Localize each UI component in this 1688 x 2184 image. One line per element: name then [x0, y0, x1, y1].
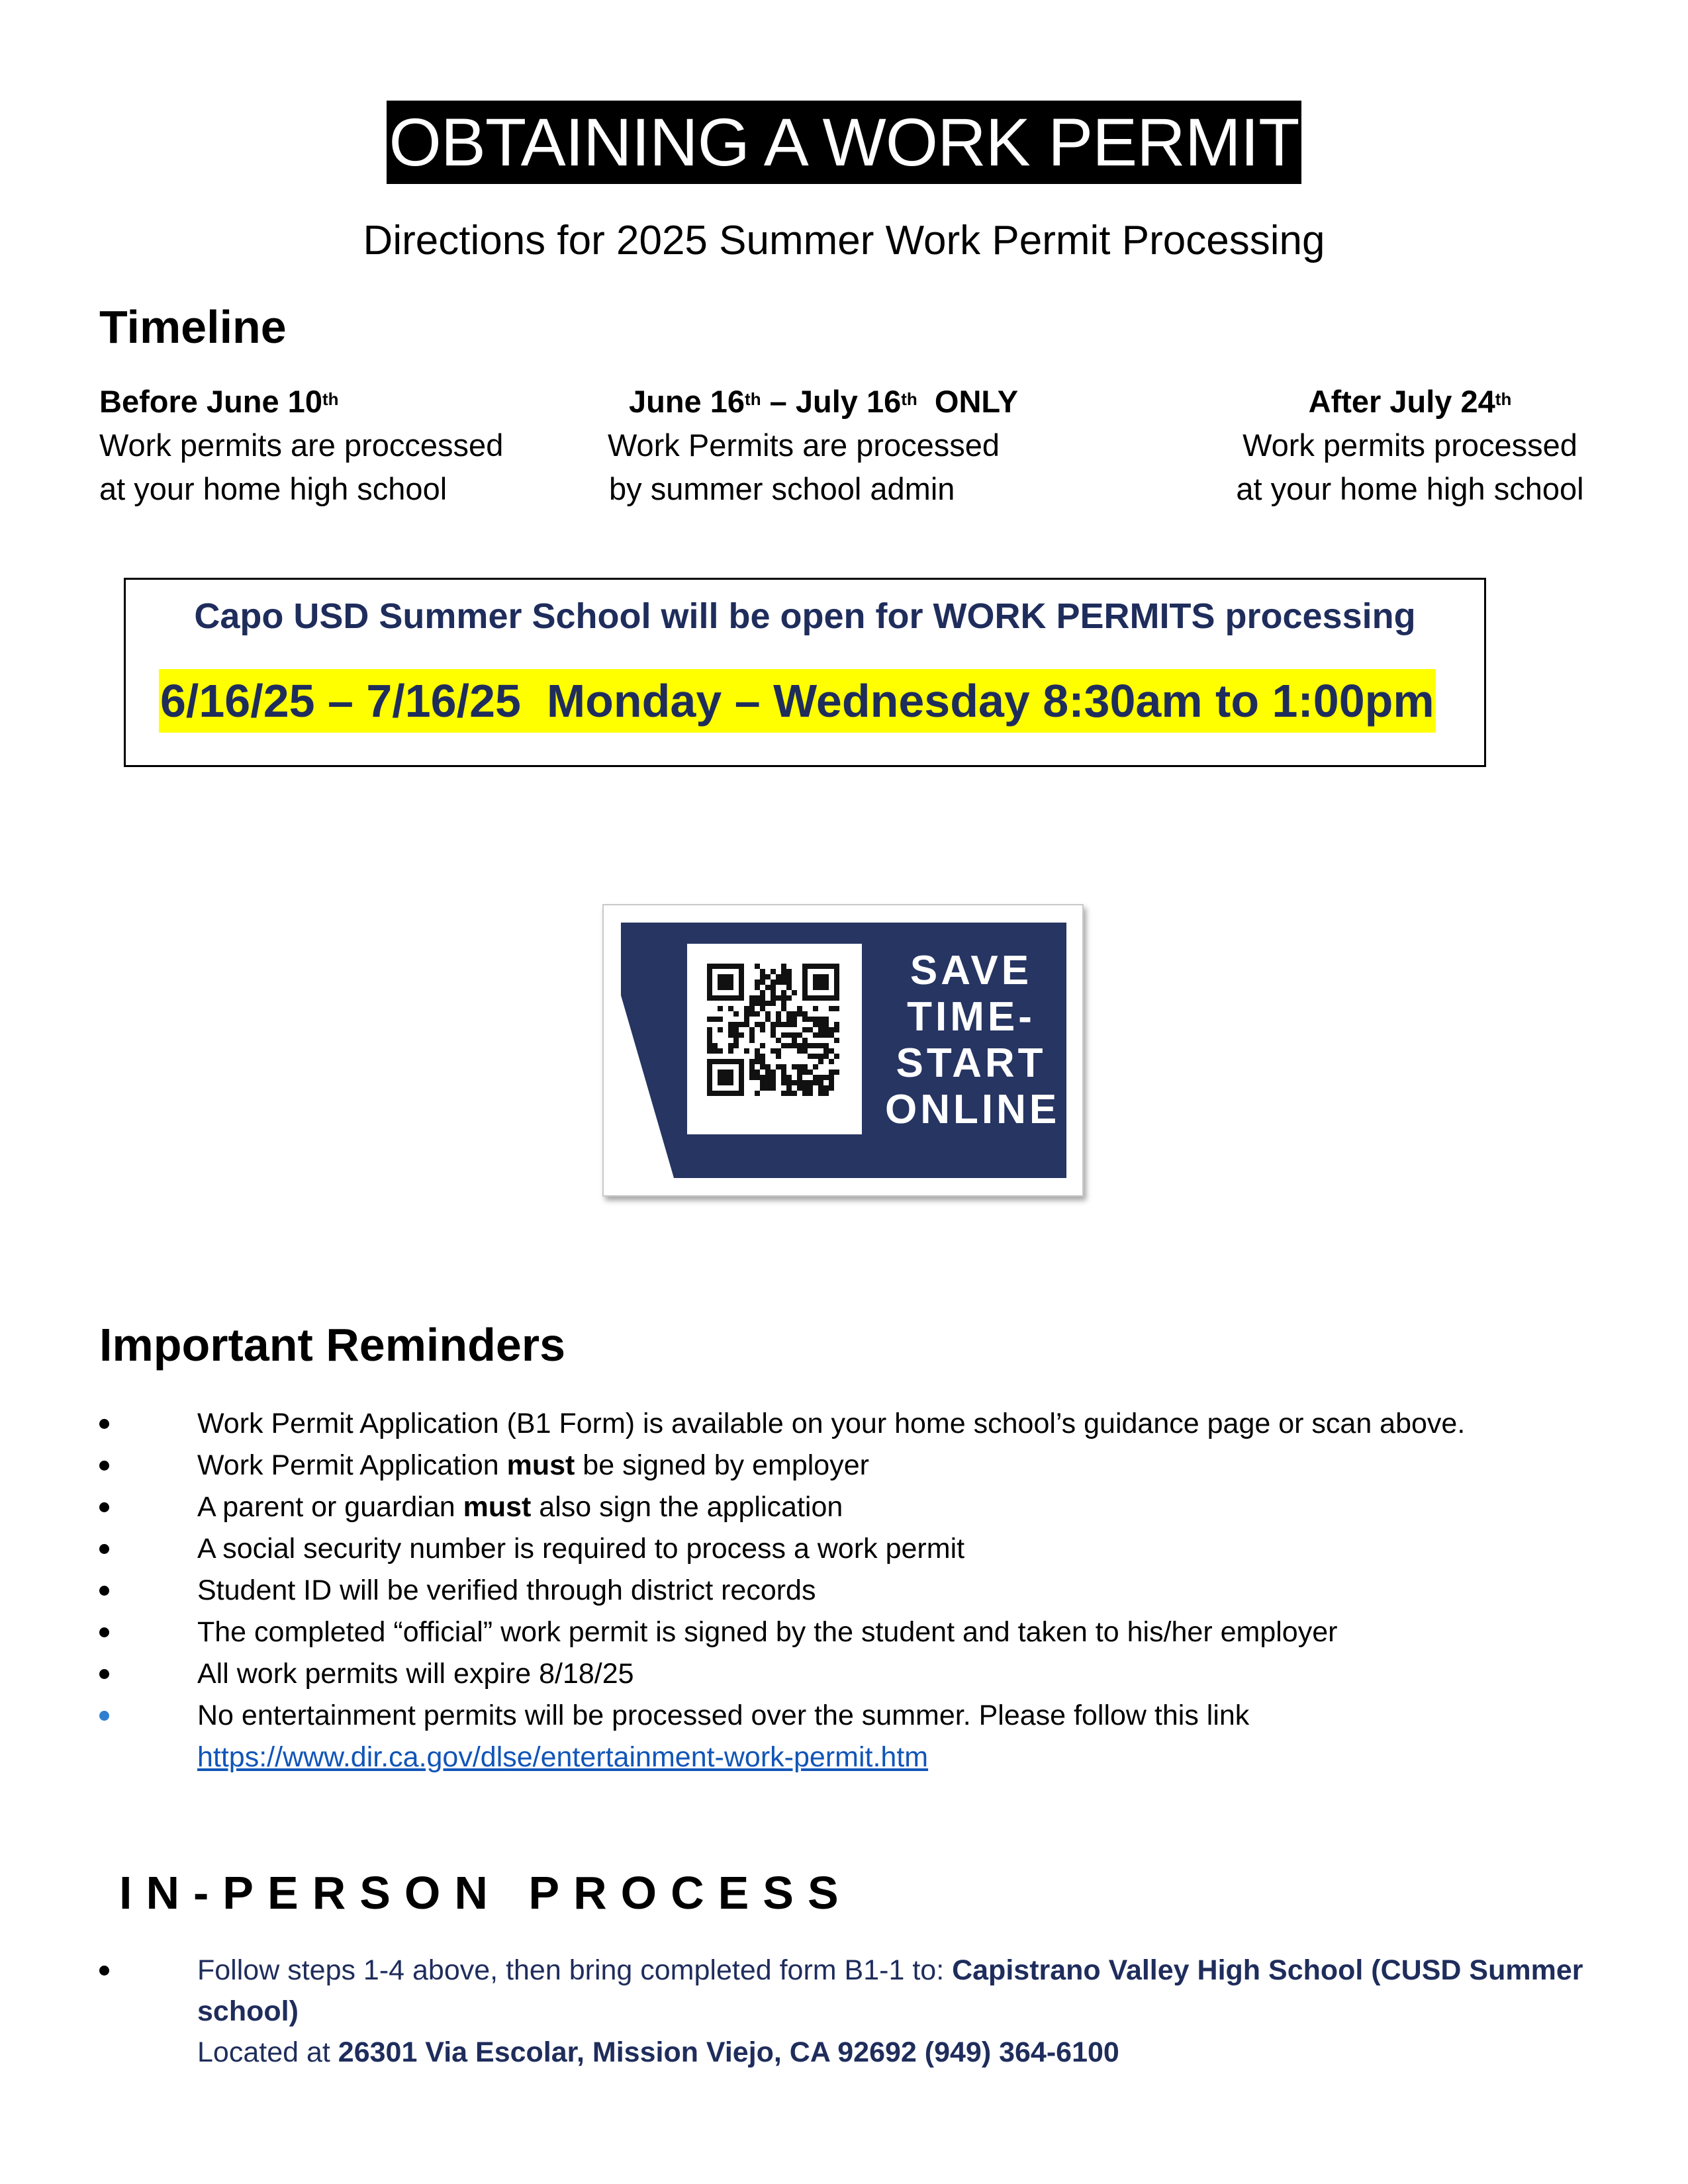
timeline-column-before: [99, 380, 563, 511]
bullet-icon: [99, 1502, 109, 1512]
qr-card-text-line: SAVE: [910, 948, 1033, 993]
list-item: All work permits will expire 8/18/25: [99, 1653, 1642, 1695]
bullet-icon: [99, 1586, 109, 1596]
summer-school-notice-box: [124, 578, 1486, 767]
list-item: Work Permit Application (B1 Form) is available on your home school’s guidance page or scan above.: [99, 1403, 1642, 1445]
qr-code-icon: [687, 944, 862, 1134]
qr-card-text-line: ONLINE: [885, 1087, 1060, 1132]
qr-code-box: [687, 944, 862, 1134]
bullet-icon: [99, 1461, 109, 1471]
bullet-icon: [99, 1627, 109, 1637]
reminders-list: [99, 1403, 1642, 1778]
qr-card-text-line: START: [896, 1040, 1047, 1086]
list-item: The completed “official” work permit is signed by the student and taken to his/her employer: [99, 1612, 1642, 1653]
page-title-wrapper: [0, 101, 1688, 184]
timeline-column-heading: June 16th – July 16th ONLY: [629, 384, 1019, 419]
timeline-column-line: Work Permits are processed: [608, 428, 1000, 463]
timeline-column-summer: [602, 380, 1066, 511]
notice-dates-hours: 6/16/25 – 7/16/25 Monday – Wednesday 8:30am to 1:00pm: [159, 669, 1436, 733]
timeline-column-line: at your home high school: [1236, 471, 1584, 506]
qr-card-text-line: TIME-: [907, 994, 1035, 1040]
list-item: Student ID will be verified through district records: [99, 1570, 1642, 1612]
timeline-column-line: at your home high school: [99, 471, 447, 506]
entertainment-permit-link[interactable]: https://www.dir.ca.gov/dlse/entertainment-work-permit.htm: [197, 1741, 929, 1773]
reminders-heading: Important Reminders: [99, 1319, 565, 1371]
bullet-icon: [99, 1419, 109, 1429]
list-item: Follow steps 1-4 above, then bring completed form B1-1 to: Capistrano Valley High School (CUSD Summer school) Located at 26301 Via Escolar, Mission Viejo, CA 92692 (949) 364-6100: [99, 1950, 1655, 2073]
page-title: OBTAINING A WORK PERMIT: [387, 101, 1302, 184]
bullet-icon: [99, 1669, 109, 1679]
qr-card-text: [885, 948, 1060, 1133]
list-item: A social security number is required to process a work permit: [99, 1528, 1642, 1570]
inperson-list: [99, 1950, 1655, 2073]
bullet-icon: [99, 1966, 109, 1976]
bullet-icon: [99, 1544, 109, 1554]
inperson-heading: IN-PERSON PROCESS: [119, 1867, 853, 1919]
notice-announcement: Capo USD Summer School will be open for WORK PERMITS processing: [194, 596, 1416, 636]
timeline-column-heading: Before June 10th: [99, 384, 339, 419]
page-subtitle: Directions for 2025 Summer Work Permit Processing: [363, 218, 1325, 263]
timeline-column-heading: After July 24th: [1308, 384, 1512, 419]
bullet-icon: [99, 1711, 109, 1721]
qr-code-card[interactable]: [602, 904, 1084, 1197]
timeline-heading: Timeline: [99, 301, 287, 353]
timeline-column-line: Work permits are proccessed: [99, 428, 504, 463]
timeline-column-line: Work permits processed: [1243, 428, 1577, 463]
timeline-column-line: by summer school admin: [609, 471, 955, 506]
timeline-column-after: [1178, 380, 1642, 511]
list-item: No entertainment permits will be processed over the summer. Please follow this link https://www.dir.ca.gov/dlse/entertainment-work-permit.htm: [99, 1695, 1642, 1778]
list-item: A parent or guardian must also sign the application: [99, 1486, 1642, 1528]
list-item: Work Permit Application must be signed by employer: [99, 1445, 1642, 1486]
